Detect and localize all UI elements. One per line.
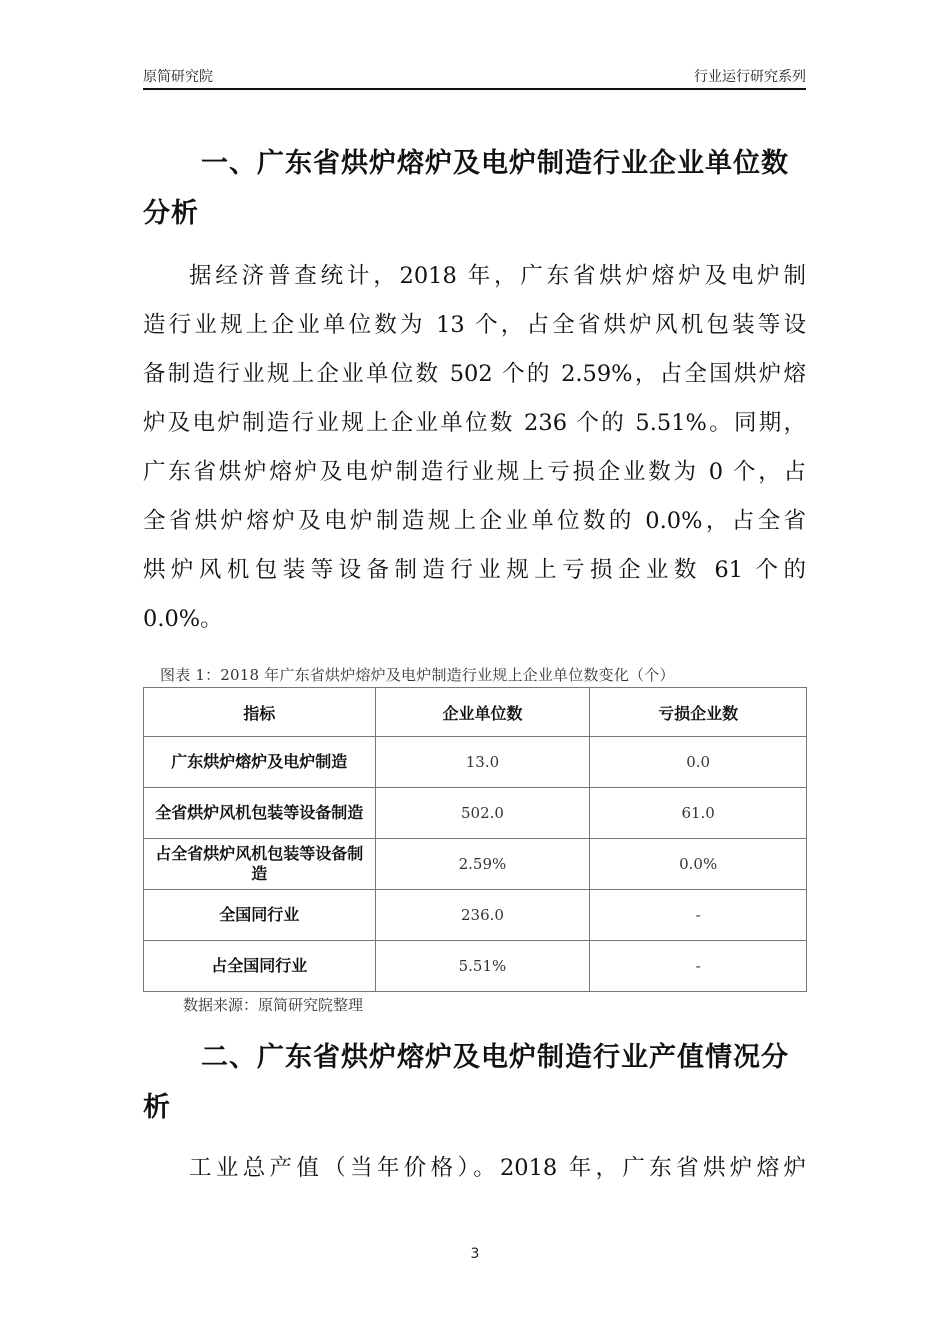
table-1-source: 数据来源：原简研究院整理 bbox=[183, 996, 364, 1014]
section-2-heading-line-1: 二、广东省烘炉熔炉及电炉制造行业产值情况分 bbox=[201, 1042, 789, 1073]
cell-loss-count: - bbox=[590, 941, 807, 992]
paragraph-line: 工业总产值（当年价格）。2018 年，广东省烘炉熔炉 bbox=[189, 1155, 806, 1181]
section-1-heading-line-2: 分析 bbox=[143, 198, 199, 229]
cell-loss-count: 0.0 bbox=[590, 737, 807, 788]
paragraph-line: 0.0%。 bbox=[143, 606, 223, 632]
paragraph-line: 造行业规上企业单位数为 13 个，占全省烘炉风机包装等设 bbox=[143, 312, 806, 338]
table-row bbox=[144, 839, 807, 890]
column-header-loss-count: 亏损企业数 bbox=[590, 688, 807, 737]
section-1-heading-line-1: 一、广东省烘炉熔炉及电炉制造行业企业单位数 bbox=[201, 148, 789, 179]
column-header-indicator: 指标 bbox=[144, 688, 376, 737]
paragraph-line: 全省烘炉熔炉及电炉制造规上企业单位数的 0.0%，占全省 bbox=[143, 508, 806, 534]
cell-enterprise-count: 13.0 bbox=[375, 737, 590, 788]
paragraph-line: 广东省烘炉熔炉及电炉制造行业规上亏损企业数为 0 个，占 bbox=[143, 459, 806, 485]
table-row bbox=[144, 941, 807, 992]
row-label: 广东烘炉熔炉及电炉制造 bbox=[144, 737, 376, 788]
cell-enterprise-count: 5.51% bbox=[375, 941, 590, 992]
page-header bbox=[143, 66, 806, 88]
paragraph-line: 炉及电炉制造行业规上企业单位数 236 个的 5.51%。同期， bbox=[143, 410, 806, 436]
table-1 bbox=[143, 687, 807, 992]
header-series-name: 行业运行研究系列 bbox=[694, 69, 806, 85]
page-number: 3 bbox=[470, 1246, 480, 1262]
header-divider bbox=[143, 88, 806, 90]
header-org-name: 原简研究院 bbox=[143, 69, 213, 85]
table-header-row bbox=[144, 688, 807, 737]
table-row bbox=[144, 788, 807, 839]
paragraph-line: 烘炉风机包装等设备制造行业规上亏损企业数 61 个的 bbox=[143, 557, 806, 583]
cell-loss-count: 0.0% bbox=[590, 839, 807, 890]
column-header-enterprise-count: 企业单位数 bbox=[375, 688, 590, 737]
table-row bbox=[144, 737, 807, 788]
section-1-heading bbox=[143, 139, 806, 239]
section-2-heading bbox=[143, 1033, 806, 1133]
table-row bbox=[144, 890, 807, 941]
cell-enterprise-count: 236.0 bbox=[375, 890, 590, 941]
table-1-caption: 图表 1：2018 年广东省烘炉熔炉及电炉制造行业规上企业单位数变化（个） bbox=[160, 666, 675, 684]
cell-enterprise-count: 502.0 bbox=[375, 788, 590, 839]
cell-loss-count: - bbox=[590, 890, 807, 941]
section-2-paragraph bbox=[143, 1144, 806, 1193]
row-label: 全省烘炉风机包装等设备制造 bbox=[144, 788, 376, 839]
cell-enterprise-count: 2.59% bbox=[375, 839, 590, 890]
section-1-paragraph bbox=[143, 252, 806, 644]
row-label: 全国同行业 bbox=[144, 890, 376, 941]
cell-loss-count: 61.0 bbox=[590, 788, 807, 839]
section-2-heading-line-2: 析 bbox=[143, 1092, 171, 1123]
row-label: 占全国同行业 bbox=[144, 941, 376, 992]
paragraph-line: 备制造行业规上企业单位数 502 个的 2.59%，占全国烘炉熔 bbox=[143, 361, 806, 387]
paragraph-line: 据经济普查统计，2018 年，广东省烘炉熔炉及电炉制 bbox=[189, 263, 806, 289]
row-label: 占全省烘炉风机包装等设备制造 bbox=[144, 839, 376, 890]
